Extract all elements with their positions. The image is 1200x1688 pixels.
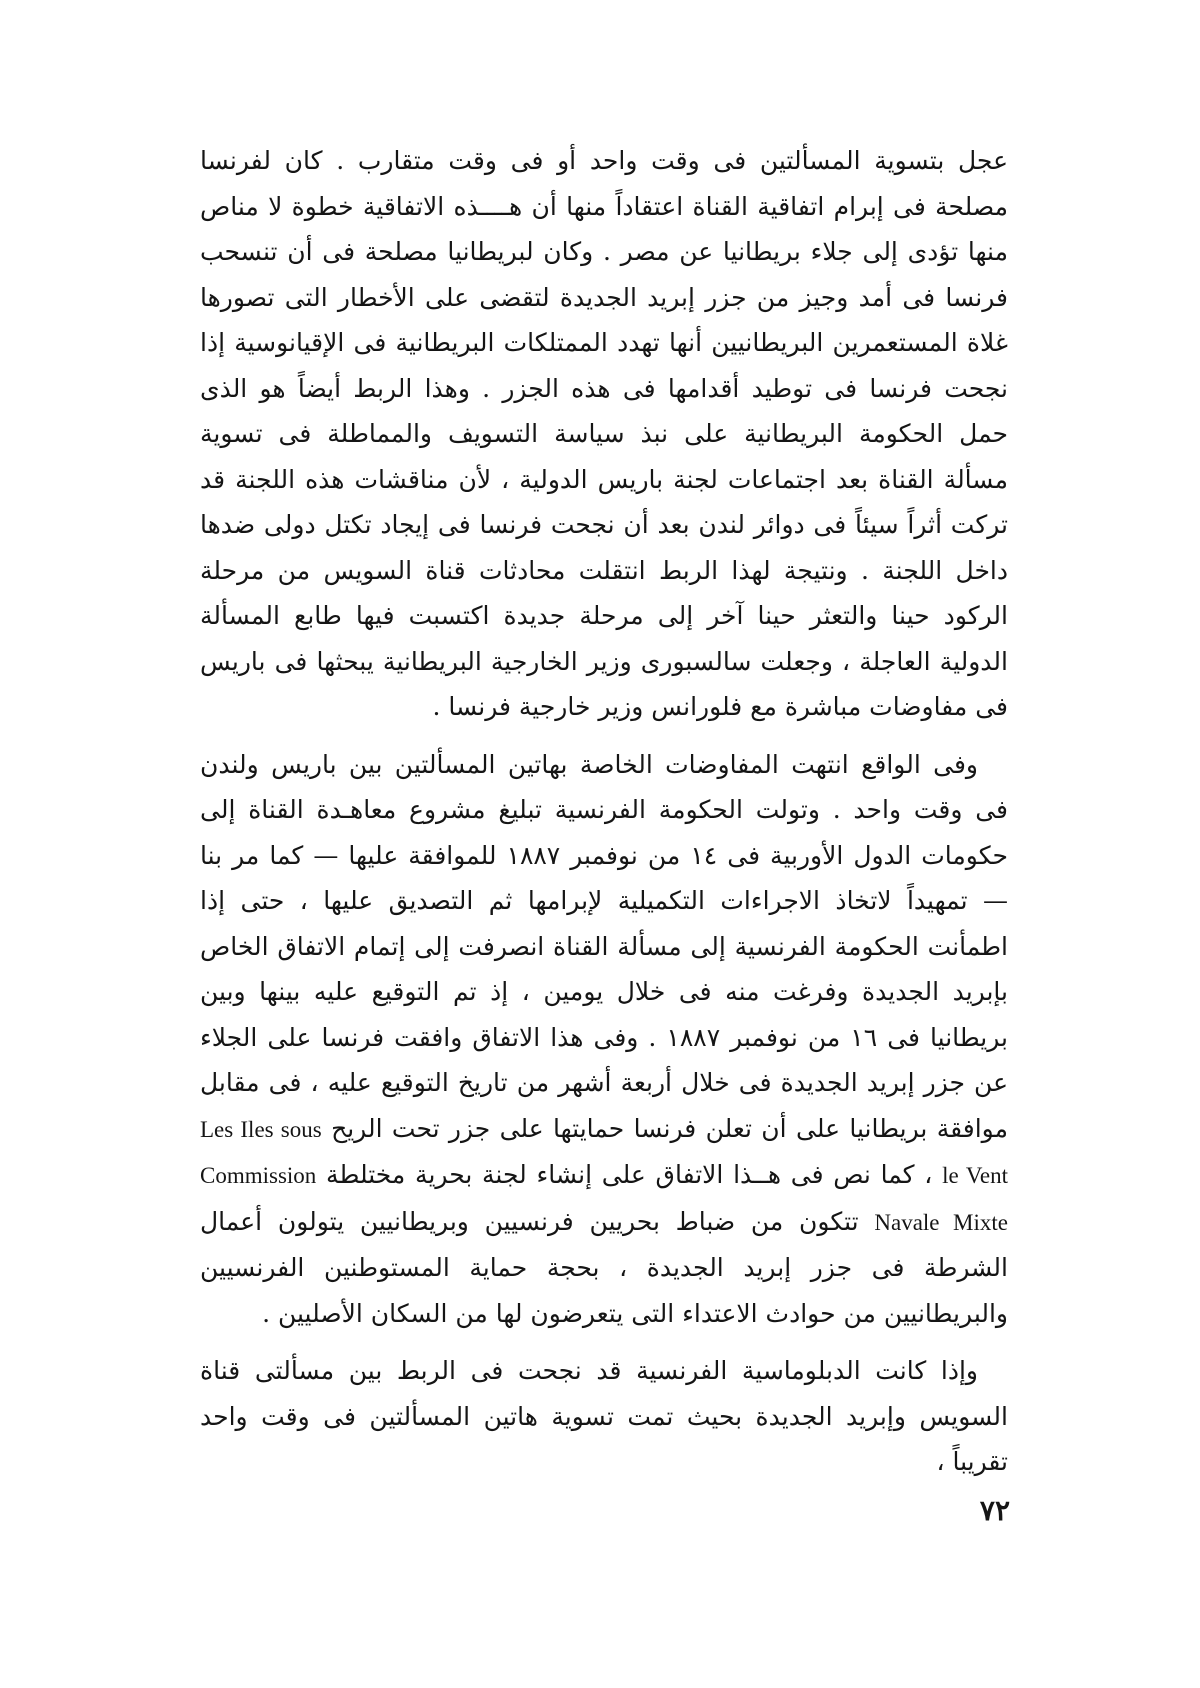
text-run: وإذا كانت الدبلوماسية الفرنسية قد نجحت فى الربط بين مسألتى قناة السويس وإبريد الجديدة بحيث تمت تسوية هاتين المسألتين فى وقت واحد تقريباً ، bbox=[200, 1356, 1008, 1476]
text-run: ، كما نص فى هــذا الاتفاق على إنشاء لجنة بحرية مختلطة bbox=[316, 1160, 943, 1189]
text-run: وفى الواقع انتهت المفاوضات الخاصة بهاتين المسألتين بين باريس ولندن فى وقت واحد . وتولت الحكومة الفرنسية تبليغ مشروع معاهـدة القناة إلى حكومات الدول الأوربية فى ١٤ من نوفمبر ١٨٨٧ للموافقة عليها — كما مر بنا — تمهيداً لاتخاذ الاجراءات التكميلية لإبرامها ثم التصديق عليها ، حتى إذا اطمأنت الحكومة الفرنسية إلى مسألة القناة انصرفت إلى إتمام الاتفاق الخاص بإبريد الجديدة وفرغت منه فى خلال يومين ، إذ تم التوقيع عليه بينها وبين بريطانيا فى ١٦ من نوفمبر ١٨٨٧ . وفى هذا الاتفاق وافقت فرنسا على الجلاء عن جزر إبريد الجديدة فى خلال أربعة أشهر من تاريخ التوقيع عليه ، فى مقابل موافقة بريطانيا على أن تعلن فرنسا حمايتها على جزر تحت الريح bbox=[200, 749, 1008, 1143]
latin-term: Les Iles sous le Vent bbox=[200, 1116, 1009, 1188]
paragraph-2 bbox=[200, 742, 1008, 1337]
text-run: عجل بتسوية المسألتين فى وقت واحد أو فى وقت متقارب . كان لفرنسا مصلحة فى إبرام اتفاقية القناة اعتقاداً منها أن هــــذه الاتفاقية خطوة لا مناص منها تؤدى إلى جلاء بريطانيا عن مصر . وكان لبريطانيا مصلحة فى أن تنسحب فرنسا فى أمد وجيز من جزر إبريد الجديدة لتقضى على الأخطار التى تصورها غلاة المستعمرين البريطانيين أنها تهدد الممتلكات البريطانية فى الإقيانوسية إذا نجحت فرنسا فى توطيد أقدامها فى هذه الجزر . وهذا الربط أيضاً هو الذى حمل الحكومة البريطانية على نبذ سياسة التسويف والمماطلة فى تسوية مسألة القناة بعد اجتماعات لجنة باريس الدولية ، لأن مناقشات هذه اللجنة قد تركت أثراً سيئاً فى دوائر لندن بعد أن نجحت فرنسا فى إيجاد تكتل دولى ضدها داخل اللجنة . ونتيجة لهذا الربط انتقلت محادثات قناة السويس من مرحلة الركود حينا والتعثر حينا آخر إلى مرحلة جديدة اكتسبت فيها طابع المسألة الدولية العاجلة ، وجعلت سالسبورى وزير الخارجية البريطانية يبحثها فى باريس فى مفاوضات مباشرة مع فلورانس وزير خارجية فرنسا . bbox=[200, 146, 1008, 721]
page-number: ٧٢ bbox=[979, 1494, 1010, 1527]
paragraph-3 bbox=[200, 1348, 1008, 1485]
paragraph-1 bbox=[200, 138, 1008, 730]
text-run: تتكون من ضباط بحريين فرنسيين وبريطانيين يتولون أعمال الشرطة فى جزر إبريد الجديدة ، بحجة حماية المستوطنين الفرنسيين والبريطانيين من حوادث الاعتداء التى يتعرضون لها من السكان الأصليين . bbox=[200, 1206, 1008, 1328]
latin-term: Commission Navale Mixte bbox=[200, 1163, 1008, 1235]
body-text bbox=[200, 138, 1008, 1485]
